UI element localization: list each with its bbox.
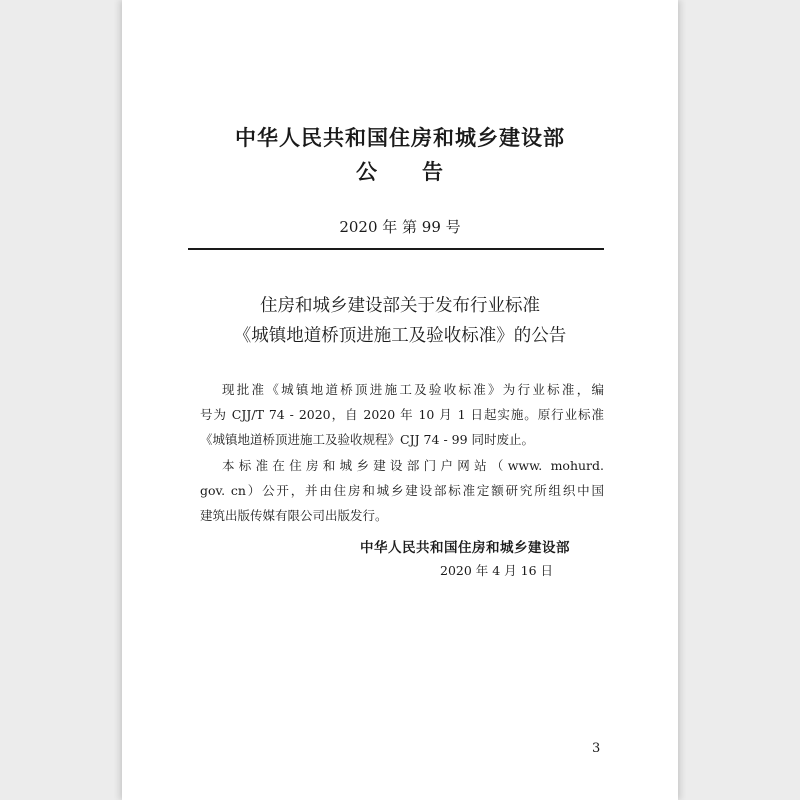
document-page xyxy=(122,0,678,800)
notice-heading-line-1: 住房和城乡建设部关于发布行业标准 xyxy=(260,296,540,316)
paragraph-1-line-1: 现批准《城镇地道桥顶进施工及验收标准》为行业标准，编 xyxy=(222,382,604,397)
signature-organization: 中华人民共和国住房和城乡建设部 xyxy=(360,540,570,556)
paragraph-2-line-2: gov. cn）公开，并由住房和城乡建设部标准定额研究所组织中国 xyxy=(200,483,604,498)
page-number: 3 xyxy=(592,741,601,756)
notice-heading-line-2: 《城镇地道桥顶进施工及验收标准》的公告 xyxy=(233,326,567,346)
header-divider xyxy=(188,248,604,250)
paragraph-2-line-1: 本标准在住房和城乡建设部门户网站（www. mohurd. xyxy=(222,458,604,473)
notice-char-2: 告 xyxy=(422,159,444,184)
signature-date: 2020 年 4 月 16 日 xyxy=(440,563,554,578)
paragraph-1-line-2: 号为 CJJ/T 74 - 2020，自 2020 年 10 月 1 日起实施。原行业标准 xyxy=(200,407,604,422)
issue-number: 2020 年 第 99 号 xyxy=(339,218,461,236)
ministry-title: 中华人民共和国住房和城乡建设部 xyxy=(235,125,565,150)
paragraph-1-line-3: 《城镇地道桥顶进施工及验收规程》CJJ 74 - 99 同时废止。 xyxy=(200,432,535,447)
notice-char-1: 公 xyxy=(356,159,378,184)
paragraph-2-line-3: 建筑出版传媒有限公司出版发行。 xyxy=(200,508,388,523)
notice-title xyxy=(122,156,678,186)
